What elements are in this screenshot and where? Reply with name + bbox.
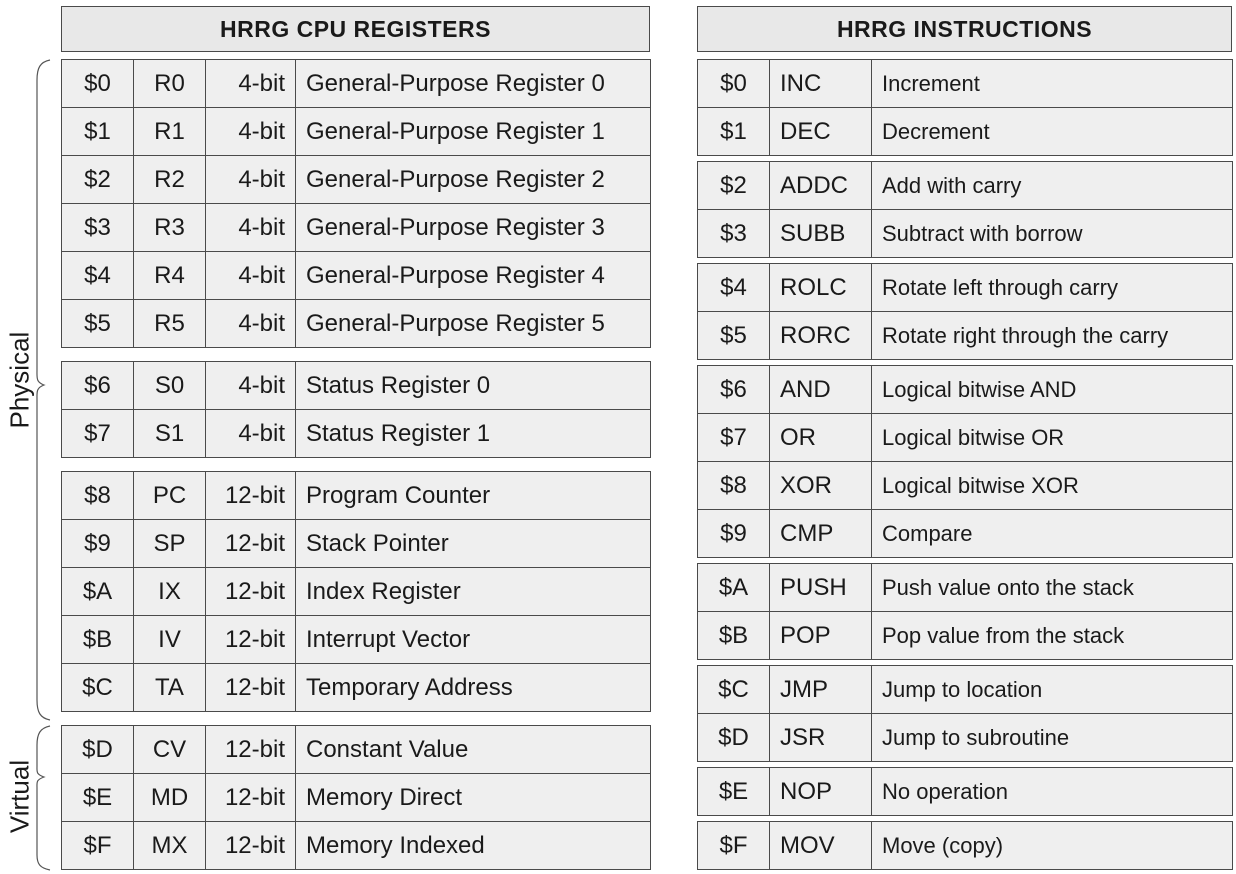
register-code: $A <box>62 568 134 616</box>
register-description: Stack Pointer <box>296 520 651 568</box>
instruction-description: Subtract with borrow <box>872 210 1233 258</box>
register-group-3 <box>61 725 651 870</box>
register-name: S0 <box>134 362 206 410</box>
register-code: $F <box>62 822 134 870</box>
instruction-mnemonic: DEC <box>770 108 872 156</box>
instruction-opcode: $C <box>698 666 770 714</box>
instruction-mnemonic: SUBB <box>770 210 872 258</box>
table-row <box>698 462 1233 510</box>
instruction-description: Logical bitwise AND <box>872 366 1233 414</box>
register-description: Constant Value <box>296 726 651 774</box>
instruction-opcode: $6 <box>698 366 770 414</box>
table-row <box>698 264 1233 312</box>
table-row <box>62 664 651 712</box>
register-width: 4-bit <box>206 108 296 156</box>
instruction-group-0 <box>697 59 1233 156</box>
table-row <box>62 822 651 870</box>
instruction-description: Decrement <box>872 108 1233 156</box>
register-width: 12-bit <box>206 774 296 822</box>
instruction-mnemonic: ADDC <box>770 162 872 210</box>
register-name: S1 <box>134 410 206 458</box>
instruction-description: Rotate right through the carry <box>872 312 1233 360</box>
register-name: PC <box>134 472 206 520</box>
instruction-mnemonic: RORC <box>770 312 872 360</box>
table-row <box>698 162 1233 210</box>
register-group-1 <box>61 361 651 458</box>
register-description: Interrupt Vector <box>296 616 651 664</box>
register-name: IX <box>134 568 206 616</box>
register-code: $5 <box>62 300 134 348</box>
virtual-label: Virtual <box>4 759 35 834</box>
register-group-2 <box>61 471 651 712</box>
registers-title: HRRG CPU REGISTERS <box>61 6 650 52</box>
instruction-opcode: $2 <box>698 162 770 210</box>
instruction-description: Compare <box>872 510 1233 558</box>
instructions-title: HRRG INSTRUCTIONS <box>697 6 1232 52</box>
instruction-description: Pop value from the stack <box>872 612 1233 660</box>
register-name: IV <box>134 616 206 664</box>
instruction-opcode: $8 <box>698 462 770 510</box>
table-row <box>62 60 651 108</box>
virtual-brace <box>37 726 50 870</box>
table-row <box>698 510 1233 558</box>
register-width: 12-bit <box>206 472 296 520</box>
register-code: $8 <box>62 472 134 520</box>
instruction-opcode: $A <box>698 564 770 612</box>
instruction-group-2 <box>697 263 1233 360</box>
instruction-opcode: $F <box>698 822 770 870</box>
table-row <box>62 362 651 410</box>
table-row <box>62 410 651 458</box>
register-code: $0 <box>62 60 134 108</box>
instruction-description: Add with carry <box>872 162 1233 210</box>
register-name: TA <box>134 664 206 712</box>
table-row <box>62 472 651 520</box>
register-width: 12-bit <box>206 520 296 568</box>
table-row <box>698 768 1233 816</box>
table-row <box>62 204 651 252</box>
table-row <box>698 414 1233 462</box>
instruction-group-5 <box>697 665 1233 762</box>
instruction-opcode: $7 <box>698 414 770 462</box>
instruction-opcode: $E <box>698 768 770 816</box>
instruction-opcode: $0 <box>698 60 770 108</box>
register-name: R4 <box>134 252 206 300</box>
instruction-description: No operation <box>872 768 1233 816</box>
register-code: $6 <box>62 362 134 410</box>
register-description: General-Purpose Register 5 <box>296 300 651 348</box>
instruction-description: Logical bitwise XOR <box>872 462 1233 510</box>
instruction-opcode: $B <box>698 612 770 660</box>
instruction-mnemonic: JMP <box>770 666 872 714</box>
instruction-opcode: $1 <box>698 108 770 156</box>
register-description: General-Purpose Register 1 <box>296 108 651 156</box>
instruction-mnemonic: MOV <box>770 822 872 870</box>
table-row <box>62 252 651 300</box>
instruction-group-6 <box>697 767 1233 816</box>
table-row <box>62 300 651 348</box>
instruction-description: Logical bitwise OR <box>872 414 1233 462</box>
table-row <box>698 564 1233 612</box>
instruction-opcode: $5 <box>698 312 770 360</box>
register-code: $3 <box>62 204 134 252</box>
register-code: $E <box>62 774 134 822</box>
physical-brace <box>37 60 50 720</box>
instruction-group-1 <box>697 161 1233 258</box>
register-name: R0 <box>134 60 206 108</box>
register-name: MD <box>134 774 206 822</box>
instruction-description: Move (copy) <box>872 822 1233 870</box>
register-width: 12-bit <box>206 568 296 616</box>
register-width: 4-bit <box>206 362 296 410</box>
instruction-mnemonic: AND <box>770 366 872 414</box>
register-width: 12-bit <box>206 822 296 870</box>
instruction-mnemonic: NOP <box>770 768 872 816</box>
register-name: CV <box>134 726 206 774</box>
instruction-description: Rotate left through carry <box>872 264 1233 312</box>
register-width: 4-bit <box>206 156 296 204</box>
register-description: Memory Indexed <box>296 822 651 870</box>
instruction-group-3 <box>697 365 1233 558</box>
table-row <box>698 666 1233 714</box>
register-name: R1 <box>134 108 206 156</box>
register-width: 4-bit <box>206 300 296 348</box>
register-description: Status Register 0 <box>296 362 651 410</box>
register-width: 4-bit <box>206 252 296 300</box>
register-width: 12-bit <box>206 616 296 664</box>
register-description: Program Counter <box>296 472 651 520</box>
instruction-mnemonic: POP <box>770 612 872 660</box>
instruction-description: Push value onto the stack <box>872 564 1233 612</box>
register-description: General-Purpose Register 3 <box>296 204 651 252</box>
register-width: 12-bit <box>206 726 296 774</box>
instruction-mnemonic: CMP <box>770 510 872 558</box>
register-description: General-Purpose Register 4 <box>296 252 651 300</box>
register-name: R3 <box>134 204 206 252</box>
instruction-group-4 <box>697 563 1233 660</box>
instruction-mnemonic: ROLC <box>770 264 872 312</box>
table-row <box>698 366 1233 414</box>
table-row <box>698 612 1233 660</box>
table-row <box>62 726 651 774</box>
register-width: 12-bit <box>206 664 296 712</box>
register-code: $D <box>62 726 134 774</box>
table-row <box>62 568 651 616</box>
register-description: Temporary Address <box>296 664 651 712</box>
table-row <box>62 156 651 204</box>
table-row <box>62 616 651 664</box>
register-code: $1 <box>62 108 134 156</box>
instruction-mnemonic: PUSH <box>770 564 872 612</box>
register-code: $4 <box>62 252 134 300</box>
physical-label: Physical <box>4 331 35 429</box>
instruction-opcode: $9 <box>698 510 770 558</box>
table-row <box>62 520 651 568</box>
register-description: General-Purpose Register 2 <box>296 156 651 204</box>
table-row <box>698 312 1233 360</box>
register-description: Memory Direct <box>296 774 651 822</box>
register-code: $7 <box>62 410 134 458</box>
table-row <box>698 108 1233 156</box>
register-code: $2 <box>62 156 134 204</box>
register-code: $9 <box>62 520 134 568</box>
register-name: MX <box>134 822 206 870</box>
register-description: General-Purpose Register 0 <box>296 60 651 108</box>
group-brace-lines <box>0 0 60 874</box>
instruction-opcode: $3 <box>698 210 770 258</box>
table-row <box>698 714 1233 762</box>
instruction-opcode: $4 <box>698 264 770 312</box>
register-width: 4-bit <box>206 204 296 252</box>
instruction-mnemonic: OR <box>770 414 872 462</box>
register-description: Index Register <box>296 568 651 616</box>
instruction-group-7 <box>697 821 1233 870</box>
register-name: R2 <box>134 156 206 204</box>
table-row <box>698 210 1233 258</box>
instruction-mnemonic: XOR <box>770 462 872 510</box>
instruction-opcode: $D <box>698 714 770 762</box>
instruction-description: Increment <box>872 60 1233 108</box>
table-row <box>698 60 1233 108</box>
instruction-mnemonic: INC <box>770 60 872 108</box>
register-group-0 <box>61 59 651 348</box>
register-code: $B <box>62 616 134 664</box>
register-width: 4-bit <box>206 60 296 108</box>
register-description: Status Register 1 <box>296 410 651 458</box>
instruction-mnemonic: JSR <box>770 714 872 762</box>
register-code: $C <box>62 664 134 712</box>
table-row <box>62 108 651 156</box>
register-name: R5 <box>134 300 206 348</box>
table-row <box>698 822 1233 870</box>
register-name: SP <box>134 520 206 568</box>
instruction-description: Jump to location <box>872 666 1233 714</box>
instruction-description: Jump to subroutine <box>872 714 1233 762</box>
table-row <box>62 774 651 822</box>
register-width: 4-bit <box>206 410 296 458</box>
